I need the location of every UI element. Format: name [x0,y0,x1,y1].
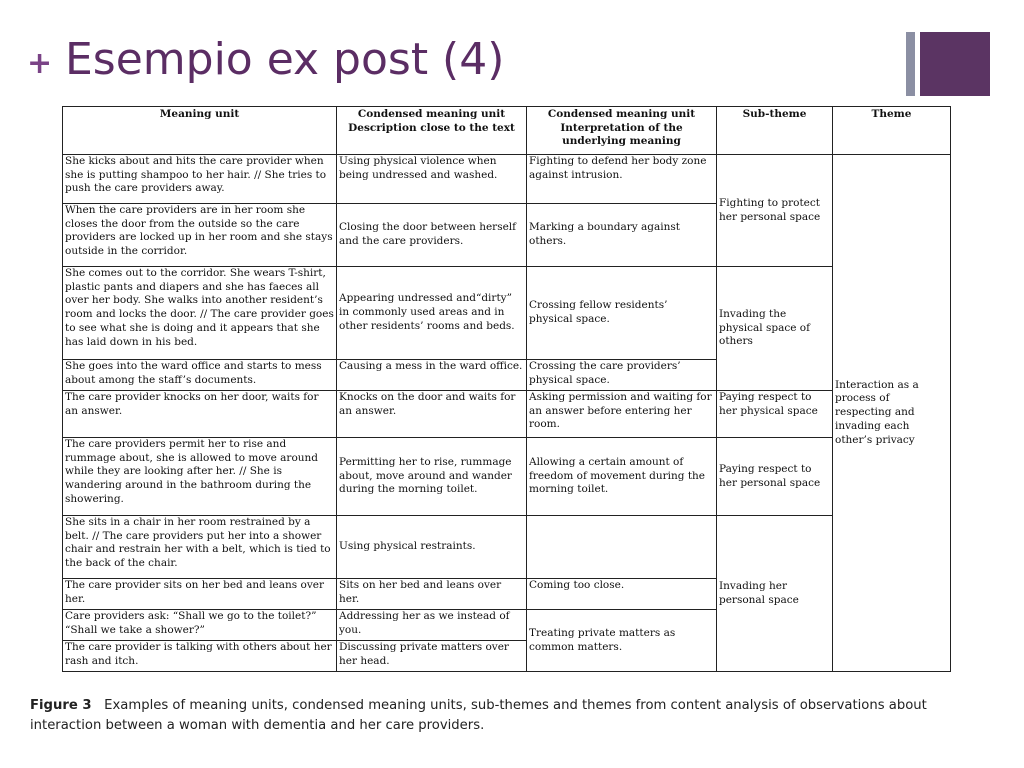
condensed-description-cell: Closing the door between herself and the care providers. [337,204,527,267]
header-meaning-unit: Meaning unit [63,107,337,155]
condensed-interpretation-cell: Crossing the care providers’ physical space. [527,360,717,391]
table-row [63,516,951,579]
figure-caption-text: Examples of meaning units, condensed meaning units, sub-themes and themes from content analysis of observations about interaction between a woman with dementia and her care providers. [30,698,927,733]
figure-caption [30,696,998,736]
meaning-unit-cell: The care providers permit her to rise and rummage about, she is allowed to move around while they are looking after her. // She is wandering around in the bathroom during the showering. [63,438,337,516]
header-theme: Theme [833,107,951,155]
condensed-description-cell: Sits on her bed and leans over her. [337,579,527,610]
condensed-description-cell: Using physical restraints. [337,516,527,579]
decorative-bar-gray [906,32,915,96]
condensed-description-cell: Addressing her as we instead of you. [337,610,527,641]
analysis-table [62,106,951,672]
condensed-interpretation-cell: Crossing fellow residents’ physical space. [527,267,717,360]
sub-theme-cell: Invading her personal space [717,516,833,672]
table-row [63,391,951,438]
condensed-description-cell: Permitting her to rise, rummage about, move around and wander during the morning toilet. [337,438,527,516]
decorative-bar-purple [920,32,990,96]
condensed-interpretation-cell: Coming too close. [527,579,717,610]
condensed-interpretation-cell: Asking permission and waiting for an answer before entering her room. [527,391,717,438]
meaning-unit-cell: She kicks about and hits the care provider when she is putting shampoo to her hair. // She tries to push the care providers away. [63,155,337,204]
meaning-unit-cell: Care providers ask: “Shall we go to the toilet?” “Shall we take a shower?” [63,610,337,641]
header-condensed-description: Condensed meaning unit Description close to the text [337,107,527,155]
condensed-interpretation-cell [527,516,717,579]
sub-theme-cell: Paying respect to her personal space [717,438,833,516]
header-sub-theme: Sub-theme [717,107,833,155]
meaning-unit-cell: The care provider is talking with others about her rash and itch. [63,641,337,672]
table-row [63,438,951,516]
figure-label: Figure 3 [30,698,92,713]
sub-theme-cell: Invading the physical space of others [717,267,833,391]
table-row [63,155,951,204]
meaning-unit-cell: She comes out to the corridor. She wears T-shirt, plastic pants and diapers and she has faeces all over her body. She walks into another resident’s room and locks the door. // The care provider goes to see what she is doing and it appears that she has laid down in his bed. [63,267,337,360]
meaning-unit-cell: She goes into the ward office and starts to mess about among the staff’s documents. [63,360,337,391]
condensed-interpretation-cell: Fighting to defend her body zone against intrusion. [527,155,717,204]
condensed-interpretation-cell: Allowing a certain amount of freedom of movement during the morning toilet. [527,438,717,516]
meaning-unit-cell: The care provider knocks on her door, waits for an answer. [63,391,337,438]
header-condensed-interpretation: Condensed meaning unit Interpretation of the underlying meaning [527,107,717,155]
condensed-description-cell: Appearing undressed and“dirty” in commonly used areas and in other residents’ rooms and beds. [337,267,527,360]
slide-title: Esempio ex post (4) [65,34,505,85]
sub-theme-cell: Paying respect to her physical space [717,391,833,438]
table-row [63,267,951,360]
condensed-interpretation-cell: Marking a boundary against others. [527,204,717,267]
meaning-unit-cell: When the care providers are in her room she closes the door from the outside so the care providers are locked up in her room and she stays outside in the corridor. [63,204,337,267]
condensed-interpretation-cell: Treating private matters as common matters. [527,610,717,672]
meaning-unit-cell: She sits in a chair in her room restrained by a belt. // The care providers put her into a shower chair and restrain her with a belt, which is tied to the back of the chair. [63,516,337,579]
meaning-unit-cell: The care provider sits on her bed and leans over her. [63,579,337,610]
table-header-row [63,107,951,155]
condensed-description-cell: Discussing private matters over her head. [337,641,527,672]
plus-icon: + [27,46,53,81]
condensed-description-cell: Knocks on the door and waits for an answer. [337,391,527,438]
sub-theme-cell: Fighting to protect her personal space [717,155,833,267]
theme-cell: Interaction as a process of respecting and invading each other’s privacy [833,155,951,672]
condensed-description-cell: Using physical violence when being undressed and washed. [337,155,527,204]
condensed-description-cell: Causing a mess in the ward office. [337,360,527,391]
